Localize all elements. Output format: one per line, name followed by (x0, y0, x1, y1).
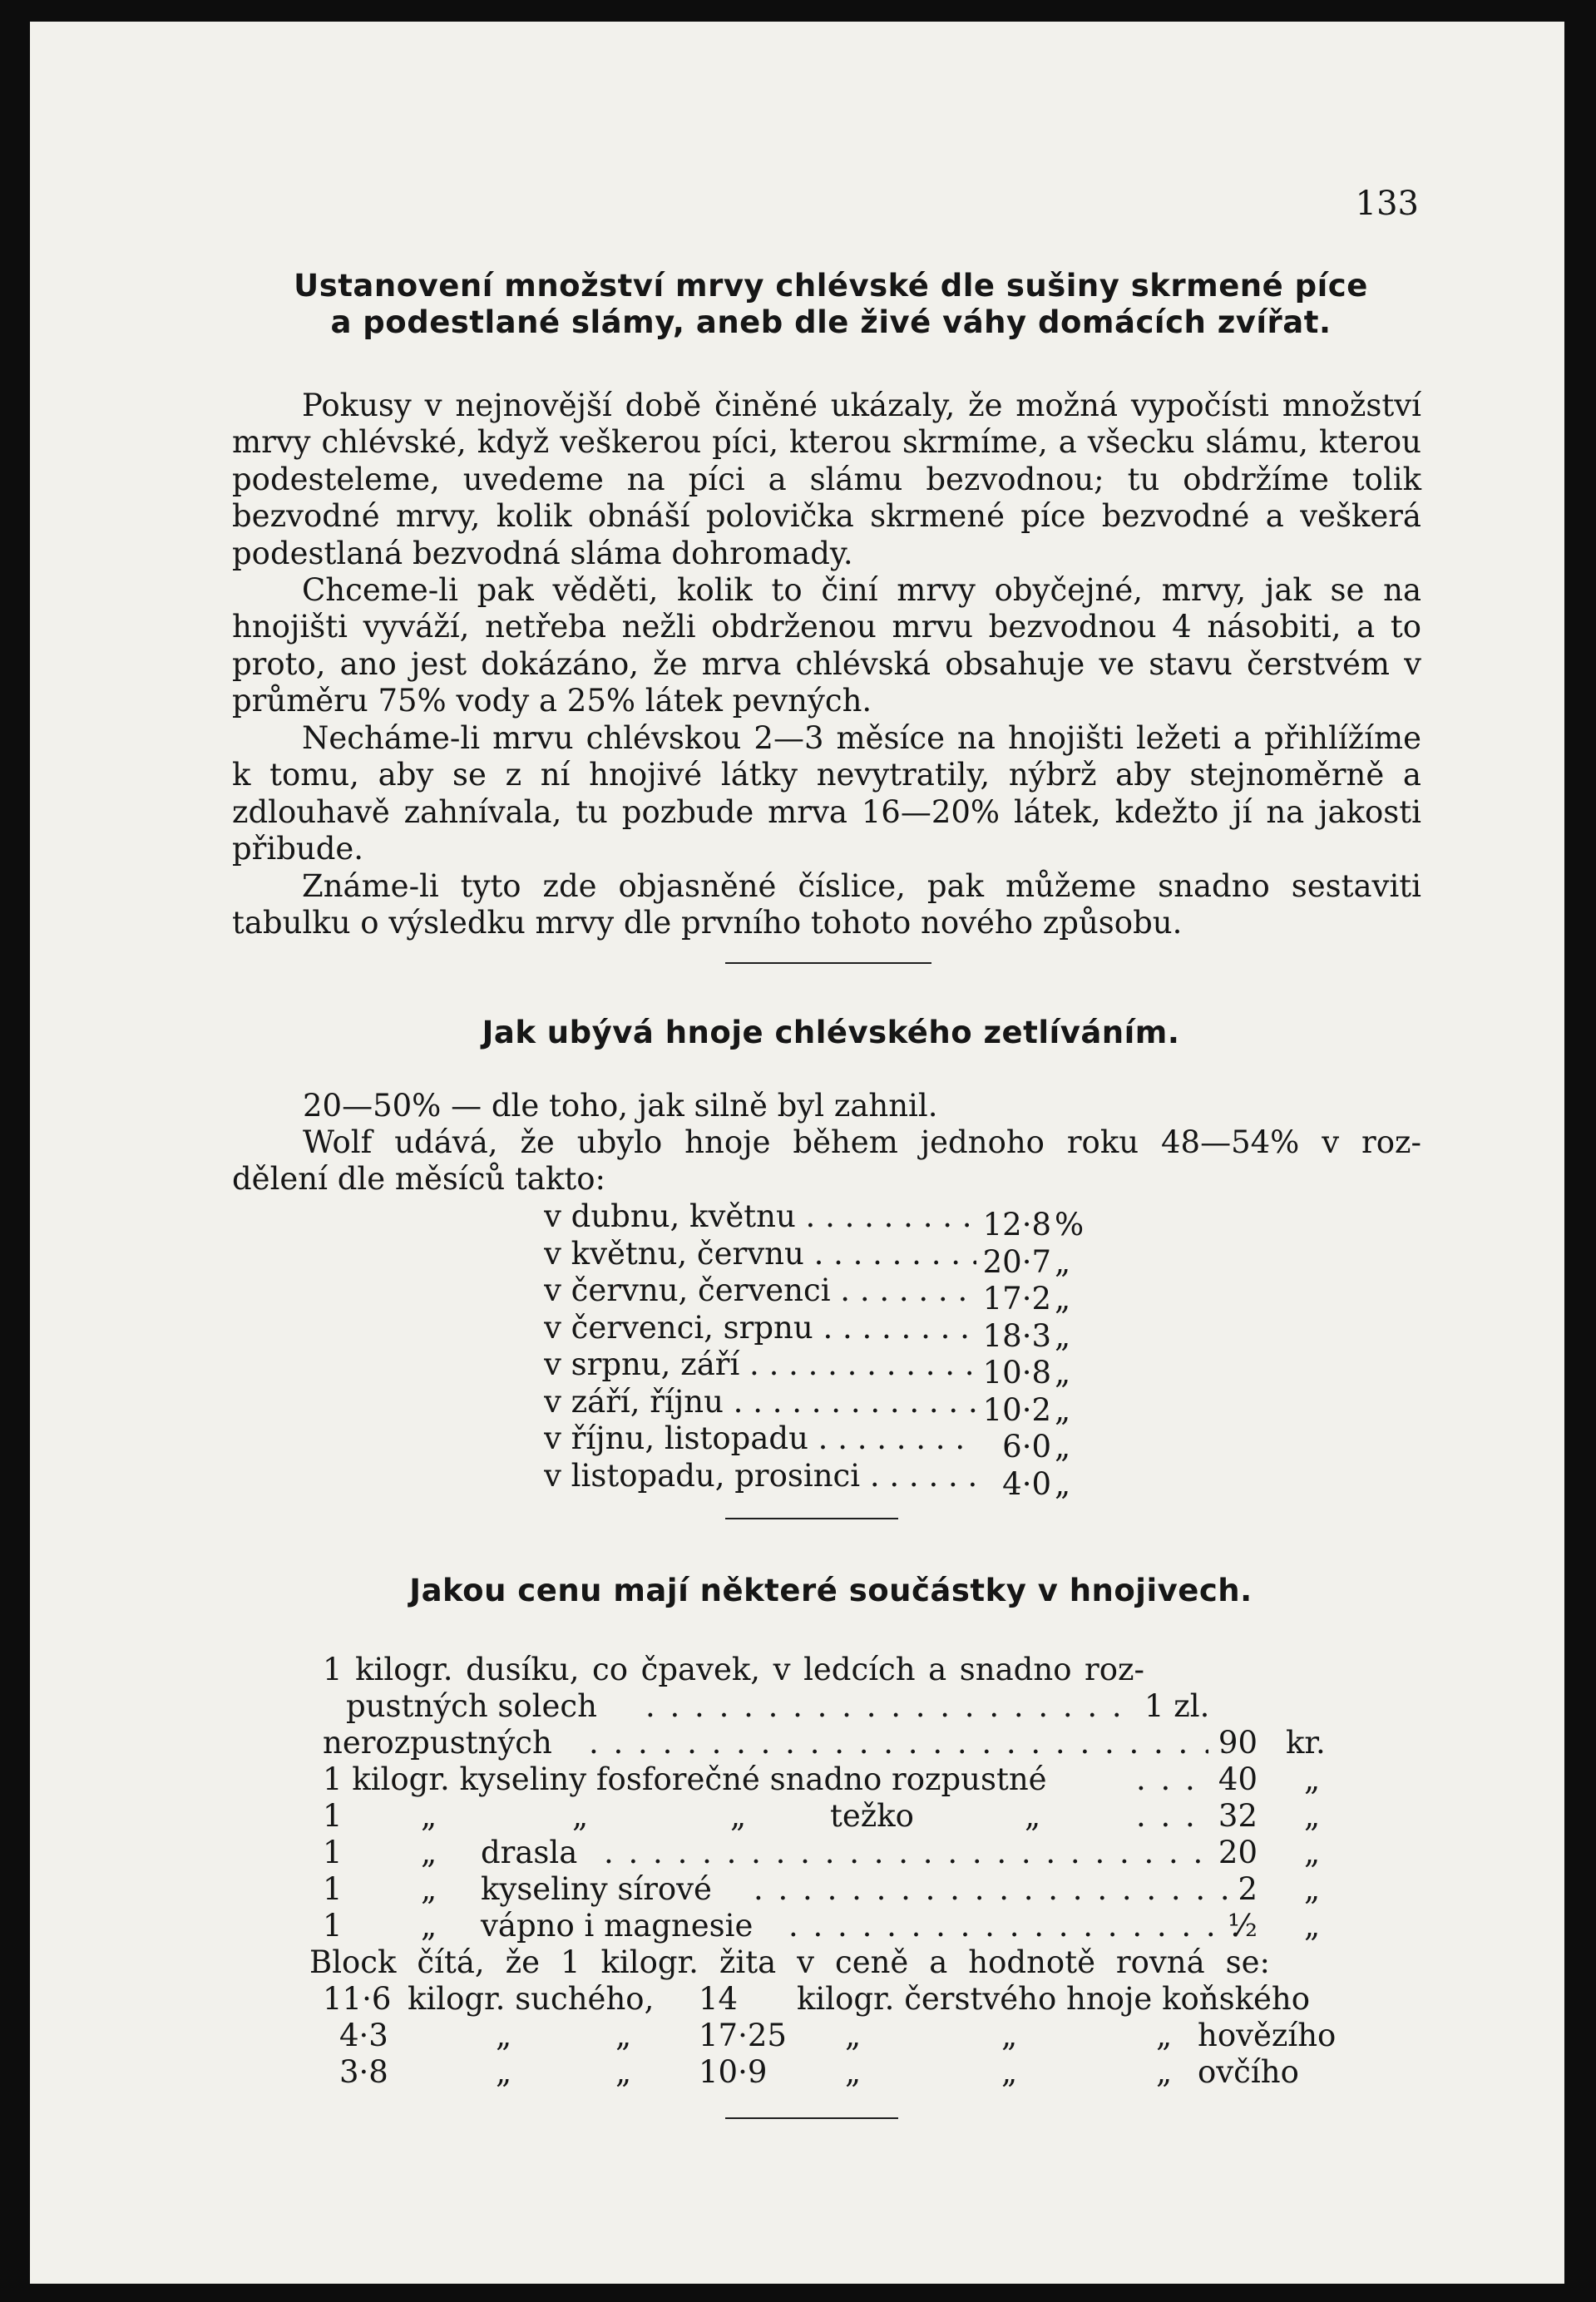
leader-dots (1136, 1798, 1211, 1835)
ditto-mark: „ (615, 2018, 632, 2053)
price-line: 1 kilogr. kyseliny fosforečné snadno rozpustné (323, 1761, 1047, 1797)
ditto-mark: „ (1304, 1761, 1321, 1797)
leader-dots (645, 1688, 1132, 1725)
ditto-mark: „ (1304, 1871, 1321, 1907)
conversion-value: 4·3 (339, 2018, 388, 2053)
price-value: ½ (1228, 1908, 1258, 1944)
page-number: 133 (1355, 185, 1419, 223)
monthly-decay-table (544, 1198, 1143, 1502)
paragraph: Známe-li tyto zde objasněné číslice, pak můžeme snadno sestaviti tabulku o výsledku mrvy dle prvního tohoto nového způsobu. (232, 868, 1421, 941)
ditto-mark: „ (1156, 2018, 1173, 2053)
price-line: 1 kilogr. dusíku, co čpavek, v ledcích a snadno roz- (323, 1652, 1144, 1687)
period-value: 4·0 (1002, 1465, 1051, 1502)
period-label: v květnu, červnu . . . (544, 1236, 976, 1272)
leader-dots (788, 1908, 1244, 1944)
wolf-line: Wolf udává, že ubylo hnoje během jednoho roku 48—54% v roz- (303, 1124, 1421, 1160)
wolf-line-cont: dělení dle měsíců takto: (232, 1161, 605, 1197)
leader-dots (604, 1835, 1211, 1871)
conversion-value: 11·6 (323, 1981, 392, 2017)
ditto-mark: „ (1025, 1798, 1041, 1834)
ditto-mark: „ (845, 2018, 862, 2053)
book-page (30, 22, 1564, 2284)
table-row (544, 1272, 1143, 1316)
period-label: v září, říjnu . . . (544, 1384, 976, 1420)
section-divider (725, 962, 931, 964)
period-unit: „ (1055, 1281, 1071, 1316)
period-label: v dubnu, květnu . . . (544, 1198, 976, 1235)
period-unit: „ (1055, 1243, 1071, 1280)
ditto-mark: „ (1304, 1908, 1321, 1944)
conversion-label: kilogr. čerstvého hnoje koňského (797, 1981, 1311, 2017)
price-value: 32 (1218, 1798, 1258, 1834)
ditto-mark: „ (1156, 2054, 1173, 2090)
price-value: 20 (1218, 1835, 1258, 1870)
table-row (544, 1309, 1143, 1354)
section-heading-prices: Jakou cenu mají některé součástky v hnojivech. (409, 1573, 1253, 1608)
ditto-mark: „ (845, 2054, 862, 2090)
table-row (544, 1457, 1143, 1502)
ditto-mark: „ (1001, 2054, 1018, 2090)
price-value: 2 (1238, 1871, 1258, 1907)
period-value: 17·2 (982, 1281, 1051, 1316)
price-unit: kr. (1286, 1725, 1326, 1761)
period-unit: „ (1055, 1429, 1071, 1465)
price-line: vápno i magnesie (481, 1908, 754, 1944)
section-divider (725, 1518, 898, 1519)
table-row (544, 1198, 1143, 1242)
leader-dots (589, 1725, 1208, 1761)
quantity: 1 (323, 1908, 343, 1944)
heading-line: a podestlané slámy, aneb dle živé váhy domácích zvířat. (330, 304, 1332, 340)
quantity: 1 (323, 1798, 343, 1834)
ditto-mark: „ (421, 1798, 437, 1834)
decay-range-line: 20—50% — dle toho, jak silně byl zahnil. (303, 1088, 938, 1124)
quantity: 1 (323, 1835, 343, 1870)
ditto-mark: „ (496, 2054, 512, 2090)
paragraph: Necháme-li mrvu chlévskou 2—3 měsíce na hnojišti ležeti a přihlížíme k tomu, aby se z ní hnojivé látky nevytratily, nýbrž aby stejnoměrně a zdlouhavě zahnívala, tu pozbude mrva 16—20% látek, kdežto jí na jakosti přibude. (232, 720, 1421, 867)
paragraph: Pokusy v nejnovější době činěné ukázaly, že možná vypočísti množství mrvy chlévské, když veškerou píci, kterou skrmíme, a všecku slámu, kterou podesteleme, uvedeme na píci a slámu bezvodnou; tu obdržíme tolik bezvodné mrvy, kolik obnáší polovička skrmené píce bezvodné a veškerá podestlaná bezvodná sláma dohromady. (232, 388, 1421, 571)
price-value: 40 (1218, 1761, 1258, 1797)
period-label: v listopadu, prosinci . . . (544, 1458, 976, 1494)
price-line: pustných solech (346, 1688, 597, 1724)
period-value: 12·8 (982, 1207, 1051, 1242)
conversion-label: kilogr. suchého, (408, 1981, 655, 2017)
ditto-mark: „ (615, 2054, 632, 2090)
table-row (544, 1235, 1143, 1280)
leader-dots (1136, 1761, 1211, 1798)
ditto-mark: „ (496, 2018, 512, 2053)
quantity: 1 (323, 1871, 343, 1907)
ditto-mark: „ (1001, 2018, 1018, 2053)
section-heading-dung-quantity (230, 268, 1432, 341)
price-line: težko (830, 1798, 914, 1834)
ditto-mark: „ (421, 1908, 437, 1944)
table-row (544, 1383, 1143, 1428)
conversion-value: 17·25 (699, 2018, 787, 2053)
conversion-label: hovězího (1198, 2018, 1337, 2053)
leader-dots (754, 1871, 1244, 1908)
period-value: 6·0 (1002, 1429, 1051, 1465)
conversion-value: 3·8 (339, 2054, 388, 2090)
table-row (544, 1420, 1143, 1465)
period-unit: „ (1055, 1355, 1071, 1391)
ditto-mark: „ (421, 1871, 437, 1907)
price-line: drasla (481, 1835, 578, 1870)
period-value: 10·8 (982, 1355, 1051, 1391)
price-line: nerozpustných (323, 1725, 552, 1761)
section-heading-decay: Jak ubývá hnoje chlévského zetlíváním. (482, 1015, 1180, 1050)
period-unit: % (1055, 1207, 1085, 1242)
ditto-mark: „ (421, 1835, 437, 1870)
period-value: 20·7 (982, 1243, 1051, 1280)
price-value: 90 (1218, 1725, 1258, 1761)
period-unit: „ (1055, 1465, 1071, 1502)
price-line: kyseliny sírové (481, 1871, 712, 1907)
section-divider (725, 2117, 898, 2119)
ditto-mark: „ (1304, 1835, 1321, 1870)
price-value: 1 zl. (1144, 1688, 1210, 1724)
table-row (544, 1346, 1143, 1391)
period-value: 18·3 (982, 1317, 1051, 1354)
ditto-mark: „ (730, 1798, 747, 1834)
period-label: v srpnu, září . . . (544, 1346, 976, 1383)
block-line: Block čítá, že 1 kilogr. žita v ceně a hodnotě rovná se: (309, 1944, 1270, 1980)
heading-line: Ustanovení množství mrvy chlévské dle sušiny skrmené píce (294, 268, 1368, 304)
conversion-value: 14 (699, 1981, 739, 2017)
paragraph: Chceme-li pak věděti, kolik to činí mrvy obyčejné, mrvy, jak se na hnojišti vyváží, netřeba nežli obdrženou mrvu bezvodnou 4 násobiti, a to proto, ano jest dokázáno, že mrva chlévská obsahuje ve stavu čerstvém v průměru 75% vody a 25% látek pevných. (232, 572, 1421, 719)
period-unit: „ (1055, 1391, 1071, 1428)
period-value: 10·2 (982, 1391, 1051, 1428)
conversion-label: ovčího (1198, 2054, 1299, 2090)
period-unit: „ (1055, 1317, 1071, 1354)
ditto-mark: „ (572, 1798, 589, 1834)
period-label: v říjnu, listopadu . . . (544, 1420, 976, 1457)
conversion-value: 10·9 (699, 2054, 768, 2090)
period-label: v červnu, červenci . . . (544, 1272, 976, 1309)
period-label: v červenci, srpnu . . . (544, 1310, 976, 1346)
ditto-mark: „ (1304, 1798, 1321, 1834)
